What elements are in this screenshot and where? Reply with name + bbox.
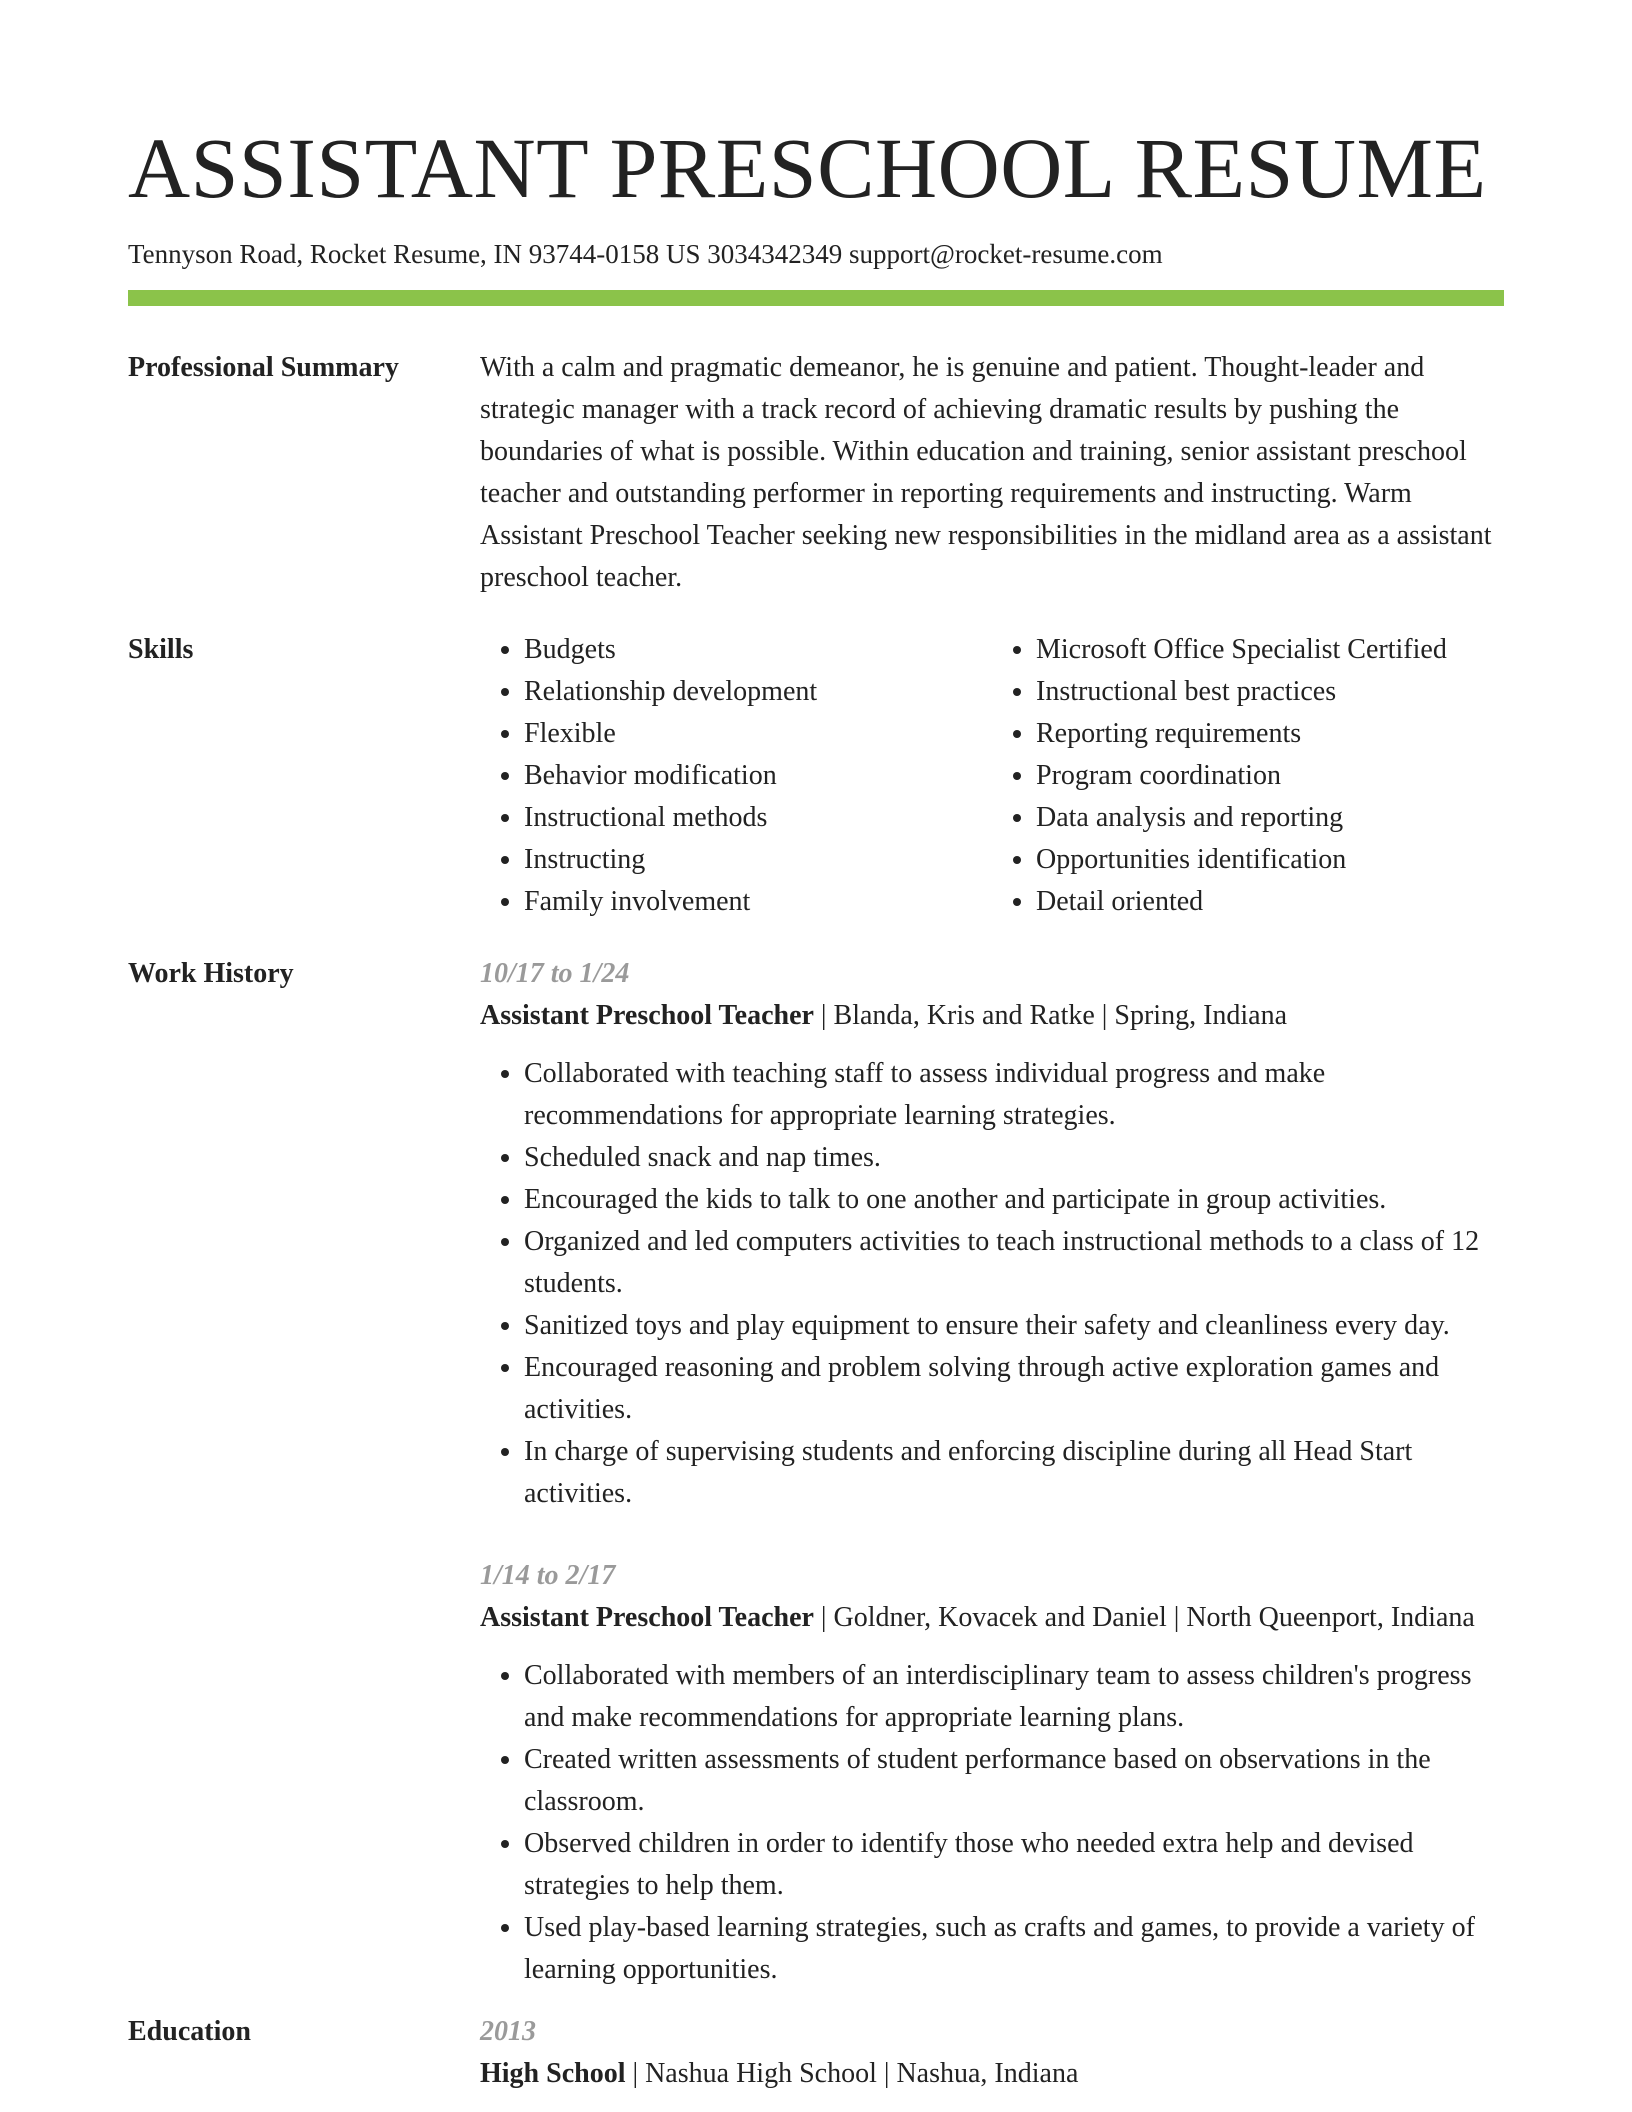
skill-item: • Opportunities identification — [1036, 839, 1504, 881]
job-role-line — [480, 995, 1504, 1037]
skills-grid — [480, 629, 1504, 923]
job-bullet: • Collaborated with members of an interdisciplinary team to assess children's progress and make recommendations for appropriate learning plans. — [524, 1655, 1504, 1739]
section-label-work-history: Work History — [128, 958, 294, 989]
job-bullet: • Encouraged the kids to talk to one another and participate in group activities. — [524, 1179, 1504, 1221]
skill-item: • Instructing — [524, 839, 992, 881]
contact-line: Tennyson Road, Rocket Resume, IN 93744-0158 US 3034342349 support@rocket-resume.com — [128, 239, 1163, 269]
section-label-skills: Skills — [128, 634, 194, 665]
skills-list-left — [480, 629, 992, 923]
education-details: | Nashua High School | Nashua, Indiana — [625, 2058, 1079, 2089]
job-role-line — [480, 1597, 1504, 1639]
skill-item: • Behavior modification — [524, 755, 992, 797]
education-date: 2013 — [480, 2016, 536, 2047]
skill-item: • Budgets — [524, 629, 992, 671]
job-details: | Blanda, Kris and Ratke | Spring, Indiana — [813, 1000, 1288, 1031]
accent-divider — [128, 290, 1504, 306]
job-bullet: • Used play-based learning strategies, such as crafts and games, to provide a variety of learning opportunities. — [524, 1907, 1504, 1991]
job-title: Assistant Preschool Teacher — [480, 1000, 814, 1031]
job-bullets — [480, 1053, 1504, 1515]
job-bullet: • Encouraged reasoning and problem solving through active exploration games and activities. — [524, 1347, 1504, 1431]
job-details: | Goldner, Kovacek and Daniel | North Queenport, Indiana — [813, 1602, 1475, 1633]
skill-item: • Relationship development — [524, 671, 992, 713]
resume-title: ASSISTANT PRESCHOOL RESUME — [128, 120, 1487, 216]
job-bullet: • Sanitized toys and play equipment to ensure their safety and cleanliness every day. — [524, 1305, 1504, 1347]
education-line — [480, 2053, 1504, 2095]
job-bullet: • Created written assessments of student performance based on observations in the classroom. — [524, 1739, 1504, 1823]
section-label-summary: Professional Summary — [128, 352, 399, 383]
education-degree: High School — [480, 2058, 626, 2089]
job-bullet: • Observed children in order to identify those who needed extra help and devised strategies to help them. — [524, 1823, 1504, 1907]
resume-header — [128, 118, 1504, 306]
job-bullet: • Collaborated with teaching staff to assess individual progress and make recommendations for appropriate learning strategies. — [524, 1053, 1504, 1137]
job-entry — [480, 953, 1504, 1515]
skill-item: • Data analysis and reporting — [1036, 797, 1504, 839]
skill-item: • Family involvement — [524, 881, 992, 923]
skill-item: • Instructional methods — [524, 797, 992, 839]
job-bullet: • Organized and led computers activities to teach instructional methods to a class of 12 students. — [524, 1221, 1504, 1305]
job-bullet: • Scheduled snack and nap times. — [524, 1137, 1504, 1179]
skill-item: • Reporting requirements — [1036, 713, 1504, 755]
summary-text: With a calm and pragmatic demeanor, he is genuine and patient. Thought-leader and strategic manager with a track record of achieving dramatic results by pushing the boundaries of what is possible. Within education and training, senior assistant preschool teacher and outstanding performer in reporting requirements and instructing. Warm Assistant Preschool Teacher seeking new responsibilities in the midland area as a assistant preschool teacher. — [480, 352, 1492, 593]
job-date: 10/17 to 1/24 — [480, 958, 630, 989]
skill-item: • Program coordination — [1036, 755, 1504, 797]
skills-list-right — [992, 629, 1504, 923]
job-bullet: • In charge of supervising students and enforcing discipline during all Head Start activities. — [524, 1431, 1504, 1515]
job-entry — [480, 1555, 1504, 1991]
skill-item: • Flexible — [524, 713, 992, 755]
job-date: 1/14 to 2/17 — [480, 1560, 616, 1591]
skill-item: • Detail oriented — [1036, 881, 1504, 923]
job-title: Assistant Preschool Teacher — [480, 1602, 814, 1633]
section-label-education: Education — [128, 2016, 251, 2047]
skill-item: • Instructional best practices — [1036, 671, 1504, 713]
skill-item: • Microsoft Office Specialist Certified — [1036, 629, 1504, 671]
job-bullets — [480, 1655, 1504, 1991]
